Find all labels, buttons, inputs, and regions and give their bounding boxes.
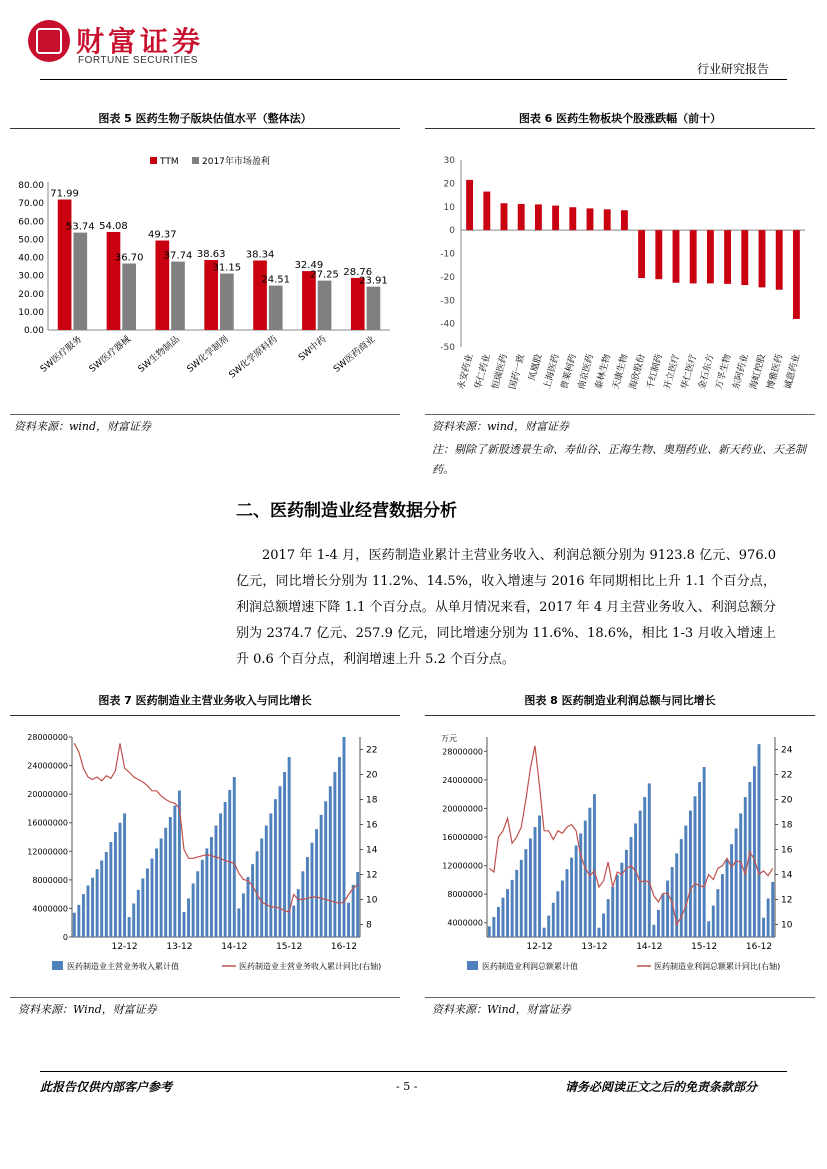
figure6-bottom-rule — [425, 414, 815, 415]
y-tick-label: 20 — [443, 179, 455, 190]
x-tick-label: 博雅医药 — [766, 353, 786, 391]
bar — [758, 744, 761, 937]
bar — [588, 808, 591, 937]
bar — [237, 908, 240, 937]
right-tick-label: 22 — [366, 745, 378, 756]
value-label: 24.51 — [261, 274, 291, 286]
legend-label-1: 2017年市场盈利 — [202, 157, 270, 167]
bar — [575, 846, 578, 937]
bar-0 — [58, 200, 72, 330]
bar — [547, 916, 550, 937]
legend-label-bar: 医药制造业利润总额累计值 — [482, 962, 578, 971]
bar — [105, 852, 108, 937]
right-tick-label: 14 — [781, 870, 793, 881]
value-label: 31.15 — [212, 262, 242, 274]
bar — [538, 816, 541, 937]
bar — [611, 887, 614, 937]
figure7-caption: 图表 7 医药制造业主营业务收入与同比增长 — [98, 694, 312, 707]
x-tick-label: SW医疗服务 — [38, 334, 85, 375]
figure8-top-rule — [425, 715, 815, 716]
figure8-chart — [425, 725, 820, 995]
bar — [279, 786, 282, 937]
bar — [320, 815, 323, 937]
legend-swatch-bar — [52, 961, 63, 970]
bar — [584, 821, 587, 937]
bar — [488, 926, 491, 937]
bar — [114, 832, 117, 937]
x-tick-label: 16-12 — [745, 942, 773, 952]
logo-emblem-icon — [28, 20, 70, 62]
bar — [639, 811, 642, 937]
right-tick-label: 16 — [781, 845, 793, 856]
bar — [524, 849, 527, 937]
bar — [347, 903, 350, 937]
bar — [269, 813, 272, 937]
bar — [265, 826, 268, 937]
bar — [552, 903, 555, 937]
bar — [621, 210, 628, 230]
x-tick-label: SW化学原料药 — [227, 334, 280, 381]
bar — [759, 230, 766, 287]
left-tick-label: 4000000 — [447, 918, 483, 928]
figure7-bottom-rule — [10, 997, 400, 998]
bar-1 — [220, 274, 234, 330]
left-tick-label: 8000000 — [447, 890, 483, 900]
bar — [602, 913, 605, 937]
bar — [483, 192, 490, 231]
right-tick-label: 24 — [781, 745, 793, 756]
x-tick-label: 海欣股份 — [628, 353, 648, 391]
left-tick-label: 8000000 — [32, 875, 68, 885]
bar-1 — [171, 262, 185, 330]
x-tick-label: 12-12 — [526, 942, 553, 952]
bar — [630, 837, 633, 937]
page-number: - 5 - — [396, 1080, 418, 1093]
bar — [233, 777, 236, 937]
left-tick-label: 28000000 — [442, 747, 483, 757]
bar — [119, 823, 122, 937]
y-tick-label: -30 — [440, 296, 455, 307]
x-tick-label: 华仁药业 — [473, 353, 493, 391]
bar — [91, 878, 94, 937]
figure6-caption: 图表 6 医药生物板块个股涨跌幅（前十） — [518, 112, 722, 125]
bar — [356, 872, 359, 937]
x-tick-label: 13-12 — [581, 942, 608, 952]
bar — [529, 838, 532, 937]
value-label: 38.34 — [245, 249, 275, 261]
x-tick-label: 金石东方 — [697, 353, 717, 391]
right-tick-label: 20 — [366, 770, 378, 781]
bar-1 — [73, 233, 87, 330]
bar — [324, 801, 327, 937]
x-tick-label: 13-12 — [166, 942, 193, 952]
bar — [703, 767, 706, 937]
x-tick-label: 14-12 — [221, 942, 248, 952]
bar — [518, 204, 525, 230]
y-tick-label: 40.00 — [18, 253, 44, 264]
bar — [210, 837, 213, 937]
bar — [260, 838, 263, 937]
bar — [730, 844, 733, 937]
x-tick-label: 上海医药 — [542, 353, 562, 391]
figure7-top-rule — [10, 715, 400, 716]
x-tick-label: SW医疗器械 — [87, 334, 133, 375]
figure5-bottom-rule — [10, 414, 400, 415]
legend-label-0: TTM — [160, 157, 179, 167]
y-tick-label: -10 — [440, 249, 455, 260]
footer-divider — [40, 1071, 787, 1072]
bar — [716, 889, 719, 937]
x-tick-label: 华仁医疗 — [680, 353, 700, 391]
left-tick-label: 12000000 — [442, 861, 483, 871]
x-tick-label: 万孚生物 — [714, 353, 734, 391]
bar — [283, 772, 286, 937]
x-tick-label: SW医药商业 — [332, 334, 378, 375]
bar — [534, 827, 537, 937]
left-tick-label: 20000000 — [27, 790, 68, 800]
bar — [137, 890, 140, 937]
header-divider — [40, 79, 787, 80]
bar — [128, 917, 131, 937]
logo-text: 财富证券 — [76, 25, 205, 58]
bar — [762, 918, 765, 937]
left-tick-label: 12000000 — [27, 847, 68, 857]
value-label: 28.76 — [343, 266, 373, 278]
bar — [329, 786, 332, 937]
figure8-source: 资料来源：Wind，财富证券 — [432, 1003, 571, 1016]
bar — [352, 885, 355, 937]
bar-1 — [122, 263, 136, 330]
left-tick-label: 16000000 — [27, 818, 68, 828]
bar — [552, 206, 559, 231]
x-tick-label: 开立医疗 — [662, 353, 682, 391]
bar — [251, 864, 254, 937]
bar — [205, 848, 208, 937]
figure8-caption: 图表 8 医药制造业利润总额与同比增长 — [524, 694, 716, 707]
figure7-chart — [10, 725, 405, 995]
x-tick-label: 国药一致 — [508, 353, 528, 391]
x-tick-label: SW中药 — [296, 334, 329, 364]
left-tick-label: 24000000 — [27, 761, 68, 771]
bar — [146, 868, 149, 937]
y-tick-label: 30.00 — [18, 271, 44, 282]
bar-0 — [107, 232, 121, 330]
bar — [566, 869, 569, 937]
bar — [506, 889, 509, 937]
y-tick-label: 0.00 — [23, 326, 44, 336]
bar-0 — [253, 261, 267, 330]
section-title: 二、医药制造业经营数据分析 — [236, 501, 457, 521]
bar — [570, 858, 573, 937]
figure7-source: 资料来源：Wind，财富证券 — [18, 1003, 157, 1016]
legend-label-line: 医药制造业利润总额累计同比(右轴) — [654, 962, 781, 971]
bar — [297, 889, 300, 937]
bar — [616, 875, 619, 937]
bar — [109, 842, 112, 937]
bar — [625, 850, 628, 937]
bar — [648, 783, 651, 937]
bar — [652, 925, 655, 937]
bar — [680, 839, 683, 937]
bar — [662, 894, 665, 937]
y-tick-label: -20 — [440, 272, 455, 283]
x-tick-label: 14-12 — [636, 942, 663, 952]
right-tick-label: 8 — [366, 920, 372, 931]
y-tick-label: 60.00 — [18, 217, 44, 228]
left-tick-label: 16000000 — [442, 833, 483, 842]
x-tick-label: 15-12 — [276, 942, 303, 952]
bar — [657, 910, 660, 937]
figure5-chart — [10, 135, 400, 415]
bar — [684, 826, 687, 937]
y-tick-label: 0 — [449, 226, 455, 237]
figure8-bottom-rule — [425, 997, 815, 998]
bar — [338, 757, 341, 937]
y-tick-label: 30 — [443, 156, 455, 166]
value-label: 71.99 — [50, 188, 79, 200]
y-tick-label: -40 — [440, 319, 455, 330]
right-tick-label: 14 — [366, 845, 378, 856]
figure6-chart — [425, 135, 815, 415]
value-label: 27.25 — [310, 269, 339, 281]
value-label: 23.91 — [359, 275, 388, 287]
bar — [634, 823, 637, 937]
bar — [694, 796, 697, 937]
bar — [707, 921, 710, 937]
x-tick-label: 千红制药 — [645, 353, 665, 391]
bar — [767, 898, 770, 937]
figure6-note: 注：剔除了新股透景生命、寿仙谷、正海生物、奥翔药业、新天药业、天圣制药。 — [432, 443, 806, 476]
footer-notice: 请务必阅读正文之后的免责条款部分 — [564, 1080, 757, 1094]
x-tick-label: 普莱柯药 — [559, 353, 579, 391]
bar — [343, 737, 346, 937]
bar — [215, 826, 218, 937]
bar — [219, 813, 222, 937]
bar — [638, 230, 645, 278]
bar — [315, 829, 318, 937]
bar — [169, 817, 172, 937]
bar — [561, 881, 564, 937]
bar — [598, 928, 601, 937]
bar — [73, 913, 76, 937]
bar — [771, 882, 774, 937]
legend-swatch-1 — [192, 157, 199, 164]
bar — [173, 806, 176, 937]
left-tick-label: 4000000 — [32, 904, 68, 914]
y-tick-label: 50.00 — [18, 235, 44, 246]
bar — [604, 209, 611, 230]
bar — [100, 861, 103, 937]
value-label: 54.08 — [99, 220, 128, 232]
bar — [587, 208, 594, 230]
bar — [311, 843, 314, 937]
bar — [151, 858, 154, 937]
x-tick-label: 诚意药业 — [783, 353, 803, 391]
x-tick-label: 16-12 — [330, 942, 358, 952]
bar — [183, 912, 186, 937]
left-unit-label: 万元 — [441, 734, 457, 743]
bar — [82, 894, 85, 937]
figure5-source: 资料来源：wind，财富证券 — [14, 420, 152, 433]
legend-swatch-bar — [467, 961, 478, 970]
bar — [607, 899, 610, 937]
bar — [741, 230, 748, 285]
y-tick-label: 80.00 — [18, 181, 44, 191]
bar — [698, 782, 701, 937]
bar — [141, 878, 144, 937]
bar — [543, 928, 546, 937]
left-tick-label: 24000000 — [442, 775, 483, 785]
y-tick-label: 10 — [443, 202, 455, 213]
x-tick-label: 南京医药 — [576, 353, 596, 391]
bar — [132, 903, 135, 937]
bar — [535, 204, 542, 230]
bar — [192, 883, 195, 937]
bar — [724, 230, 731, 284]
bar — [655, 230, 662, 279]
bar — [228, 790, 231, 937]
value-label: 38.63 — [196, 248, 226, 260]
footer-disclaimer: 此报告仅供内部客户参考 — [40, 1080, 173, 1094]
bar — [520, 860, 523, 937]
section-paragraph: 2017 年 1-4 月，医药制造业累计主营业务收入、利润总额分别为 9123.8 亿元、976.0 亿元，同比增长分别为 11.2%、14.5%，收入增速与 2016 年同期相比上升 1.1 个百分点，利润总额增速下降 1.1 个百分点。从单月情况来看，2017 年 4 月主营业务收入、利润总额分别为 2374.7 亿元、257.9 亿元，同比增速分别为 11.6%、18.6%，相比 1-3 月收入增速上升 0.6 个百分点，利润增速上升 5.2 个百分点。 — [236, 548, 776, 667]
bar — [96, 869, 99, 937]
bar — [201, 860, 204, 937]
x-tick-label: 恒瑞医药 — [490, 353, 510, 391]
bar — [333, 772, 336, 937]
bar — [593, 794, 596, 937]
right-tick-label: 18 — [366, 795, 378, 806]
bar — [242, 893, 245, 937]
bar — [77, 905, 80, 937]
y-tick-label: 10.00 — [18, 307, 44, 318]
logo-subtext: FORTUNE SECURITIES — [78, 55, 198, 66]
bar — [466, 180, 473, 230]
x-tick-label: SW化学制剂 — [185, 334, 231, 375]
x-tick-label: 永安药业 — [456, 353, 476, 391]
right-tick-label: 16 — [366, 820, 378, 831]
right-tick-label: 10 — [366, 895, 378, 906]
x-tick-label: 15-12 — [691, 942, 718, 952]
bar — [643, 797, 646, 937]
y-tick-label: -50 — [440, 343, 455, 353]
bar — [666, 881, 669, 937]
x-tick-label: 天康生物 — [611, 353, 631, 391]
bar — [515, 870, 518, 937]
bar — [739, 813, 742, 937]
bar — [164, 828, 167, 937]
bar-1 — [318, 281, 332, 330]
y-tick-label: 70.00 — [18, 199, 44, 210]
legend-label-bar: 医药制造业主营业务收入累计值 — [67, 962, 179, 971]
value-label: 32.49 — [294, 260, 324, 272]
x-tick-label: 12-12 — [111, 942, 138, 952]
x-tick-label: SW生物制品 — [136, 334, 182, 375]
bar — [721, 874, 724, 937]
bar — [689, 811, 692, 937]
left-tick-label: 28000000 — [27, 733, 68, 742]
bar — [497, 907, 500, 937]
bar — [224, 802, 227, 937]
bar — [673, 230, 680, 283]
right-tick-label: 22 — [781, 770, 793, 781]
right-tick-label: 10 — [781, 920, 793, 931]
bar — [707, 230, 714, 283]
bar — [511, 880, 514, 937]
bar — [556, 891, 559, 937]
bar — [292, 906, 295, 937]
bar-1 — [269, 286, 283, 330]
bar — [155, 848, 158, 937]
figure5-top-rule — [10, 128, 400, 129]
bar — [306, 857, 309, 937]
bar — [793, 230, 800, 319]
bar — [196, 871, 199, 937]
y-tick-label: 20.00 — [18, 289, 44, 300]
bar-1 — [367, 287, 381, 330]
x-tick-label: 东阿药业 — [731, 353, 751, 391]
bar — [274, 799, 277, 937]
bar — [569, 207, 576, 230]
right-tick-label: 18 — [781, 820, 793, 831]
bar — [726, 859, 729, 937]
bar — [87, 886, 90, 937]
bar — [187, 898, 190, 937]
bar — [502, 898, 505, 937]
bar — [735, 828, 738, 937]
right-tick-label: 12 — [366, 870, 378, 881]
right-tick-label: 20 — [781, 795, 793, 806]
legend-label-line: 医药制造业主营业务收入累计同比(右轴) — [239, 962, 382, 971]
bar — [160, 838, 163, 937]
bar — [492, 917, 495, 937]
bar — [123, 813, 126, 937]
figure6-top-rule — [425, 128, 815, 129]
bar — [690, 230, 697, 283]
bar — [753, 766, 756, 937]
x-tick-label: 海虹控股 — [748, 353, 768, 391]
bar — [301, 871, 304, 937]
value-label: 49.37 — [148, 229, 177, 241]
value-label: 37.74 — [163, 250, 193, 262]
figure5-caption: 图表 5 医药生物子版块估值水平（整体法） — [98, 112, 312, 125]
bar — [501, 203, 508, 230]
left-tick-label: 0 — [62, 933, 68, 942]
left-tick-label: 20000000 — [442, 804, 483, 814]
value-label: 53.74 — [65, 221, 95, 233]
report-type: 行业研究报告 — [696, 62, 769, 76]
x-tick-label: 凤凰股 — [527, 353, 545, 382]
bar — [776, 230, 783, 290]
right-tick-label: 12 — [781, 895, 793, 906]
legend-swatch-0 — [150, 157, 157, 164]
bar — [712, 906, 715, 937]
value-label: 36.70 — [114, 252, 144, 264]
figure6-source: 资料来源：wind，财富证券 — [432, 420, 570, 433]
bar — [247, 877, 250, 937]
x-tick-label: 泰林生物 — [594, 353, 614, 391]
